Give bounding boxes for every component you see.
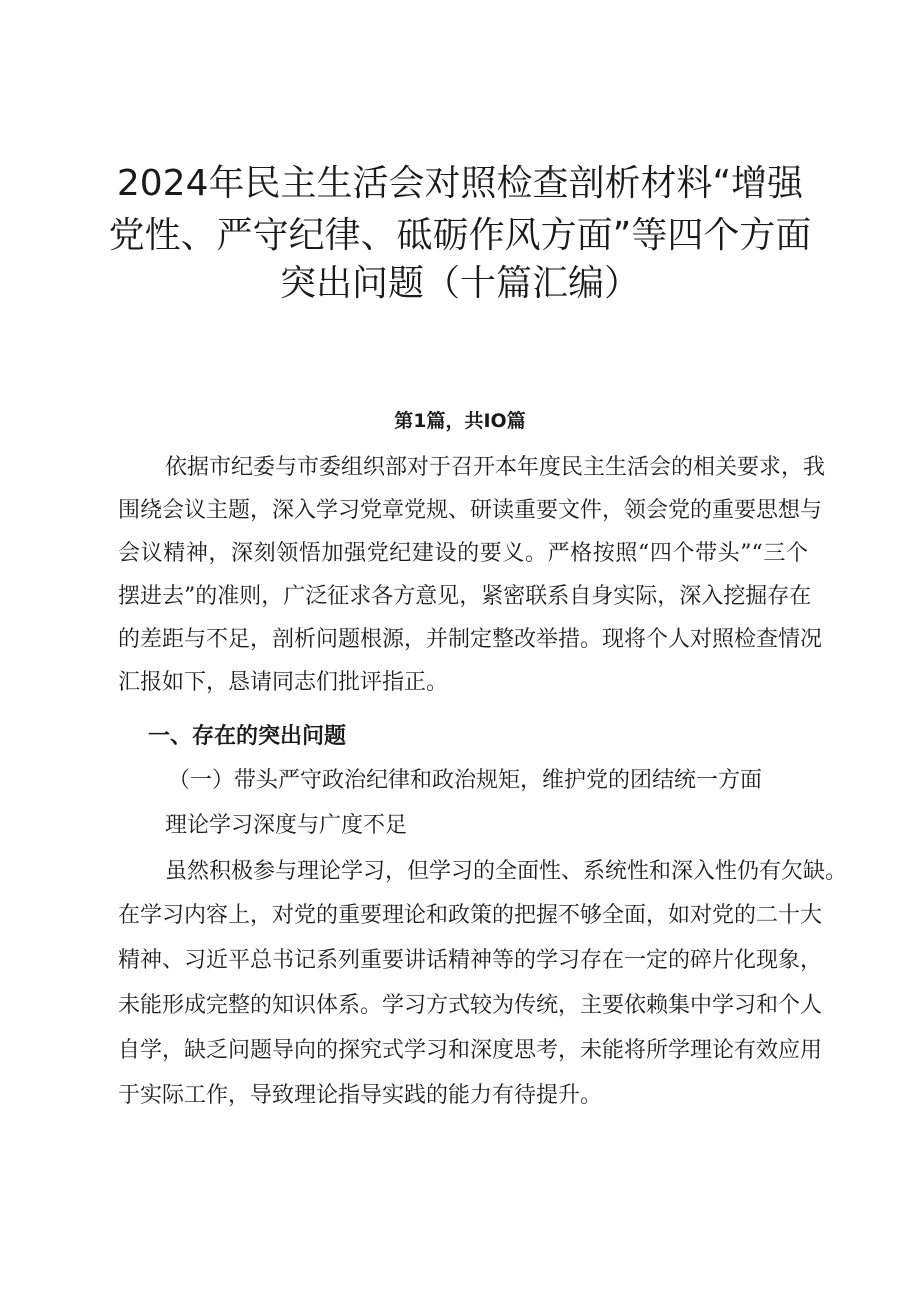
point-heading: 理论学习深度与广度不足 [165,813,408,838]
point-line: 于实际工作，导致理论指导实践的能力有待提升。 [118,1083,603,1108]
document-title-line-1: 2024年民主生活会对照检查剖析材料“增强 [116,163,804,204]
point-line: 精神、习近平总书记系列重要讲话精神等的学习存在一定的碎片化现象， [118,948,823,973]
section-heading: 一、存在的突出问题 [148,724,347,749]
intro-line: 摆进去”的准则，广泛征求各方意见，紧密联系自身实际，深入挖掘存在 [118,584,812,609]
point-line: 未能形成完整的知识体系。学习方式较为传统，主要依赖集中学习和个人 [118,993,823,1018]
intro-line: 依据市纪委与市委组织部对于召开本年度民主生活会的相关要求，我 [165,455,826,480]
subsection-heading: （一）带头严守政治纪律和政治规矩，维护党的团结统一方面 [168,768,763,793]
intro-line: 围绕会议主题，深入学习党章党规、研读重要文件，领会党的重要思想与 [118,498,823,523]
point-line: 自学，缺乏问题导向的探究式学习和深度思考，未能将所学理论有效应用 [118,1038,823,1063]
point-line: 在学习内容上，对党的重要理论和政策的把握不够全面，如对党的二十大 [118,903,823,928]
intro-line: 会议精神，深刻领悟加强党纪建设的要义。严格按照“四个带头”“三个 [118,541,808,566]
point-line: 虽然积极参与理论学习，但学习的全面性、系统性和深入性仍有欠缺。 [165,859,848,884]
document-title-line-3: 突出问题（十篇汇编） [279,263,640,304]
document-title-line-2: 党性、严守纪律、砥砺作风方面”等四个方面 [108,215,812,256]
part-counter: 第1篇，共IO篇 [394,410,526,432]
intro-line: 的差距与不足，剖析问题根源，并制定整改举措。现将个人对照检查情况 [118,627,823,652]
intro-line: 汇报如下，恳请同志们批评指正。 [118,670,449,695]
